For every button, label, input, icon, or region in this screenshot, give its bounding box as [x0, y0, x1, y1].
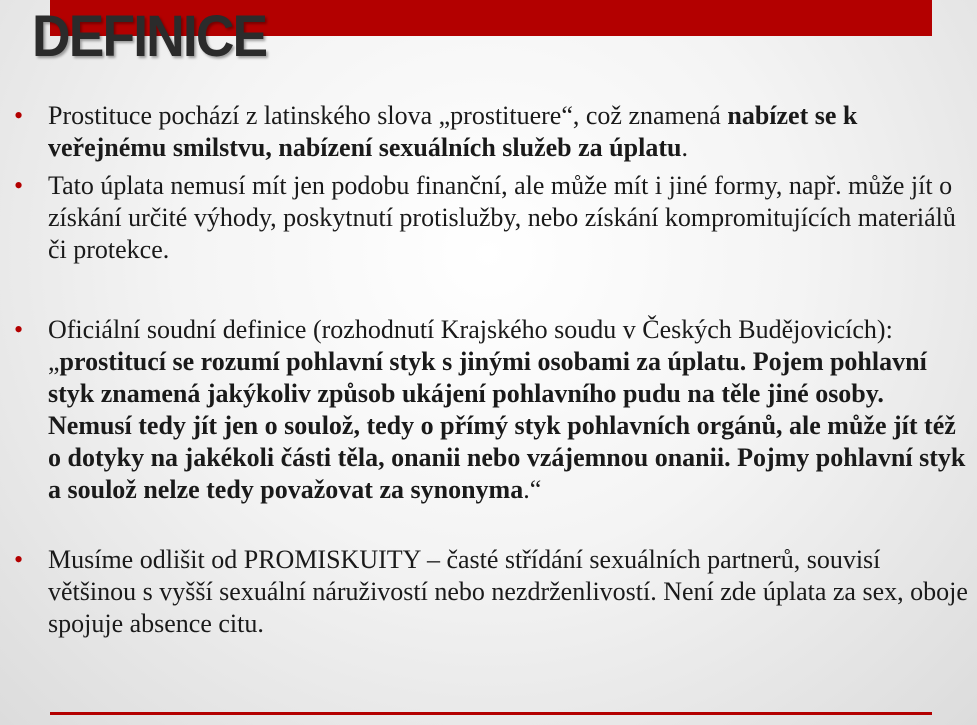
bullet-text: Musíme odlišit od PROMISKUITY – časté střídání sexuálních partnerů, souvisí většinou s vyšší sexuální náruživostí nebo nezdrženlivostí. Není zde úplata za sex, oboje spojuje absence citu. — [48, 545, 968, 638]
bullet-text-bold: nabízet se k veřejnému smilstvu, nabízení sexuálních služeb za úplatu — [48, 101, 858, 162]
bullet-item — [0, 544, 977, 640]
bullet-text: . — [681, 133, 688, 162]
bullet-item — [0, 100, 977, 164]
bullet-list — [0, 100, 977, 640]
bullet-text: Tato úplata nemusí mít jen podobu finanční, ale může mít i jiné formy, např. může jít o získání určité výhody, poskytnutí protislužby, nebo získání kompromitujících materiálů či protekce. — [48, 171, 956, 264]
bullet-text: .“ — [523, 475, 542, 504]
bullet-text: Prostituce pochází z latinského slova „prostituere“, což znamená — [48, 101, 728, 130]
slide-title: DEFINICE — [32, 4, 267, 69]
bullet-item — [0, 170, 977, 266]
bullet-item — [0, 314, 977, 506]
bottom-accent-line — [50, 712, 932, 715]
bullet-text: Oficiální soudní definice (rozhodnutí Krajského soudu v Českých Budějovicích): „ — [48, 315, 893, 376]
bullet-text-bold: prostitucí se rozumí pohlavní styk s jinými osobami za úplatu. Pojem pohlavní styk znamená jakýkoliv způsob ukájení pohlavního pudu na těle jiné osoby. Nemusí tedy jít jen o soulož, tedy o přímý styk pohlavních orgánů, ale může jít též o dotyky na jakékoli části těla, onanii nebo vzájemnou onanii. Pojmy pohlavní styk a soulož nelze tedy považovat za synonyma — [48, 347, 966, 504]
